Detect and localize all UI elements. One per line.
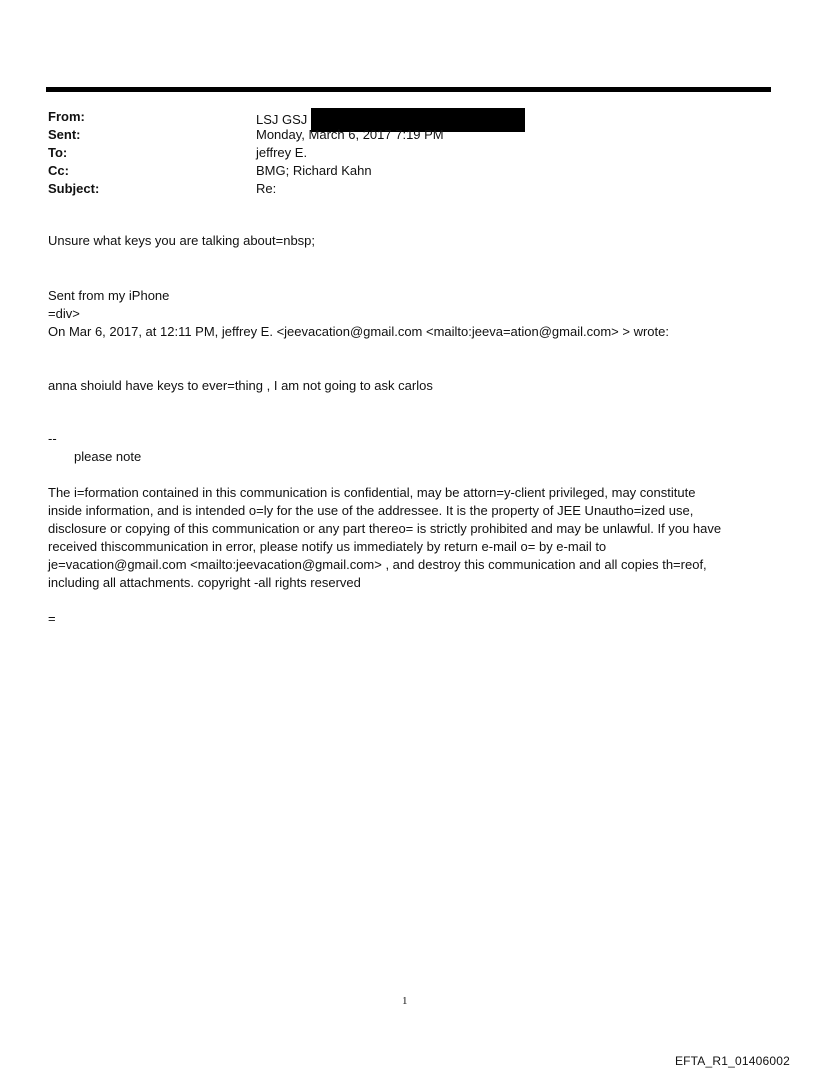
to-label: To: (48, 145, 68, 160)
from-label: From: (48, 109, 85, 124)
subject-label: Subject: (48, 181, 100, 196)
document-id: EFTA_R1_01406002 (674, 1054, 790, 1068)
subject-value: Re: (256, 181, 277, 196)
disclaimer-line: received thiscommunication in error, please notify us immediately by return e-mail o= by e-mail to (48, 539, 607, 554)
cc-label: Cc: (48, 163, 69, 178)
disclaimer-line: The i=formation contained in this communication is confidential, may be attorn=y-client privileged, may constitute (48, 485, 696, 500)
page-number: 1 (402, 995, 408, 1007)
disclaimer-line: disclosure or copying of this communication or any part thereo= is strictly prohibited and may be unlawful. If you have (48, 521, 722, 536)
reply-text: Unsure what keys you are talking about=nbsp; (48, 233, 316, 248)
disclaimer-line: inside information, and is intended o=ly for the use of the addressee. It is the property of JEE Unautho=ized use, (48, 503, 694, 518)
to-value: jeffrey E. (256, 145, 308, 160)
div-tag-line: =div> (48, 306, 80, 321)
from-value: LSJ GSJ (256, 112, 308, 127)
sent-value: Monday, March 6, 2017 7:19 PM (256, 127, 444, 142)
sent-label: Sent: (48, 127, 81, 142)
header-divider (46, 87, 771, 92)
trailing-equals: = (48, 611, 56, 626)
quote-header: On Mar 6, 2017, at 12:11 PM, jeffrey E. <jeevacation@gmail.com <mailto:jeeva=ation@gmail.com> > wrote: (48, 324, 669, 339)
quoted-message: anna shoiuld have keys to ever=thing , I am not going to ask carlos (48, 378, 433, 393)
disclaimer-line: including all attachments. copyright -all rights reserved (48, 575, 361, 590)
confidentiality-disclaimer (48, 484, 773, 592)
signature-line: Sent from my iPhone (48, 288, 170, 303)
cc-value: BMG; Richard Kahn (256, 163, 372, 178)
disclaimer-line: je=vacation@gmail.com <mailto:jeevacation@gmail.com> , and destroy this communication and all copies th=reof, (48, 557, 707, 572)
please-note: please note (74, 449, 142, 464)
signature-separator: -- (48, 431, 57, 446)
